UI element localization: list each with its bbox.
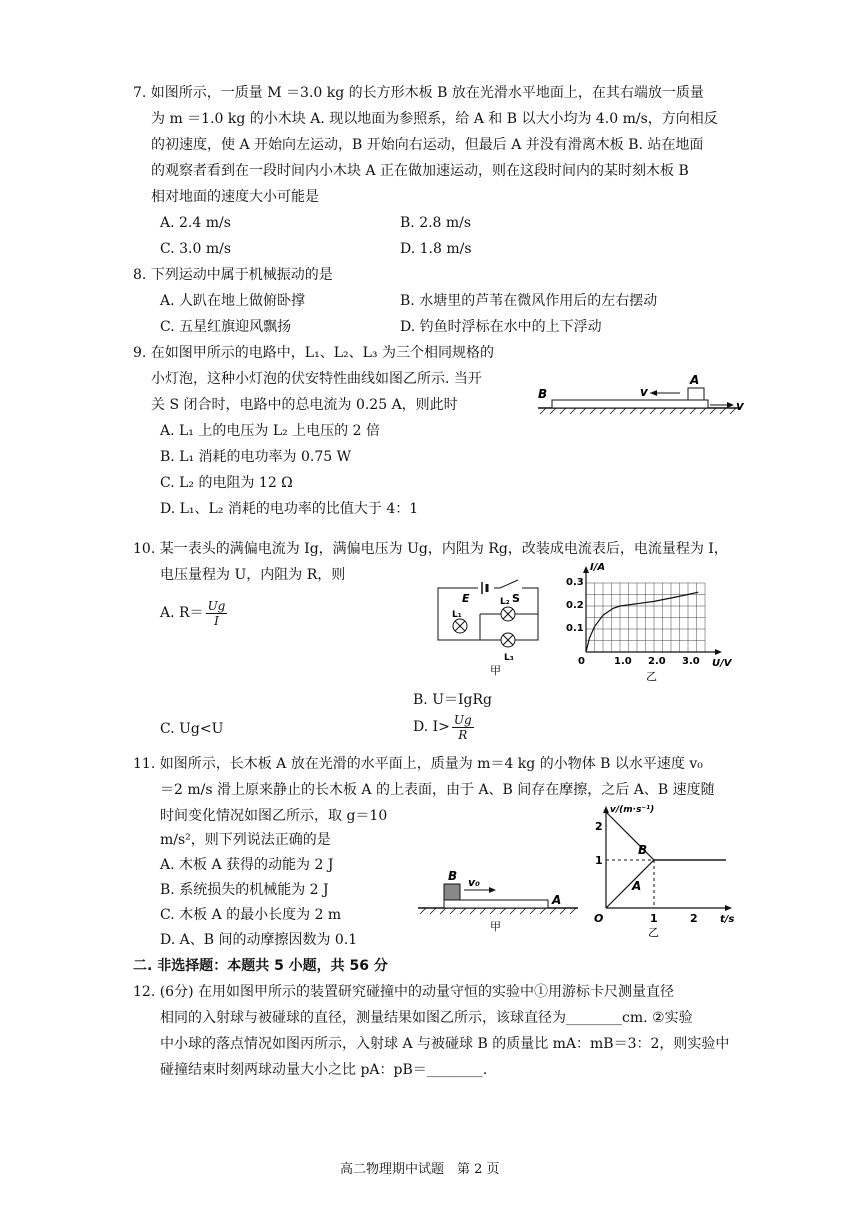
q9-option-a: A. L₁ 上的电压为 L₂ 上电压的 2 倍 — [160, 423, 380, 439]
q11-option-a: A. 木板 A 获得的动能为 2 J — [160, 857, 334, 873]
label-a: A — [690, 373, 700, 387]
q7-option-d: D. 1.8 m/s — [400, 241, 472, 257]
label-v-left: v — [640, 385, 648, 399]
q11-label-b: B — [448, 869, 458, 883]
q9-line-1: 9. 在如图甲所示的电路中，L₁、L₂、L₃ 为三个相同规格的 — [133, 345, 494, 361]
circuit-caption: 甲 — [490, 664, 501, 677]
q10-option-a — [160, 596, 229, 630]
iu-y-arrow — [583, 566, 589, 573]
label-l1: L₁ — [452, 610, 462, 620]
q10-line-1: 10. 某一表头的满偏电流为 Ig，满偏电压为 Ug，内阻为 Rg，改装成电流表后，电流量程为 I， — [133, 541, 728, 557]
ground-hatching — [540, 408, 736, 414]
q10-option-a-label: A. R＝ — [160, 605, 204, 621]
q11-line-4: m/s²，则下列说法正确的是 — [160, 832, 331, 848]
q8-option-d: D. 钓鱼时浮标在水中的上下浮动 — [400, 319, 602, 335]
vt-xtick-2: 2 — [690, 912, 698, 925]
q11-block-b — [444, 884, 460, 900]
q10-option-d-numerator: Ug — [453, 712, 472, 727]
q10-option-d — [413, 710, 476, 744]
q11-line-1: 11. 如图所示，长木板 A 放在光滑的水平面上，质量为 m＝4 kg 的小物体 B 以水平速度 v₀ — [133, 756, 703, 772]
vt-x-label: t/s — [720, 914, 735, 925]
circuit-figure — [432, 574, 552, 678]
q9-option-c: C. L₂ 的电阻为 12 Ω — [160, 475, 293, 491]
iu-chart — [556, 560, 742, 684]
q10-option-c: C. Ug<U — [160, 721, 224, 737]
iu-ytick-0.1: 0.1 — [566, 623, 584, 634]
iu-ytick-0.2: 0.2 — [566, 600, 584, 611]
q10-option-a-fraction — [206, 599, 228, 628]
q9-line-2: 小灯泡，这种小灯泡的伏安特性曲线如图乙所示. 当开 — [151, 371, 482, 387]
vt-caption: 乙 — [648, 926, 659, 938]
q11-ground-hatching — [420, 908, 576, 914]
q10-option-d-fraction — [452, 713, 474, 742]
iu-x-label: U/V — [712, 658, 732, 669]
page-footer: 高二物理期中试题 第 2 页 — [340, 1162, 500, 1177]
vt-label-a: A — [632, 879, 642, 893]
label-s: S — [512, 592, 520, 605]
vt-y-arrow — [603, 806, 609, 813]
q8-stem: 8. 下列运动中属于机械振动的是 — [133, 267, 333, 283]
q7-option-c: C. 3.0 m/s — [160, 241, 232, 257]
q10-option-b: B. U＝IgRg — [413, 692, 492, 708]
vt-series-a — [606, 860, 726, 908]
q10-option-d-denominator: R — [458, 727, 468, 742]
q7-option-a: A. 2.4 m/s — [160, 215, 231, 231]
q11-option-c: C. 木板 A 的最小长度为 2 m — [160, 907, 342, 923]
vt-ytick-1: 1 — [595, 854, 603, 867]
q10-line-2: 电压量程为 U，内阻为 R，则 — [160, 567, 346, 583]
q9-option-b: B. L₁ 消耗的电功率为 0.75 W — [160, 449, 352, 465]
q11-option-d: D. A、B 间的动摩擦因数为 0.1 — [160, 932, 358, 948]
q12-line-4: 碰撞结束时刻两球动量大小之比 pA：pB＝________. — [160, 1062, 488, 1078]
q11-line-3: 时间变化情况如图乙所示，取 g＝10 — [160, 808, 388, 824]
q8-option-a: A. 人趴在地上做俯卧撑 — [160, 293, 306, 309]
vt-ytick-2: 2 — [595, 820, 603, 833]
q10-option-a-numerator: Ug — [207, 598, 226, 613]
q12-line-3: 中小球的落点情况如图丙所示，入射球 A 与被碰球 B 的质量比 mA：mB＝3：2，则实验中 — [160, 1036, 730, 1052]
label-l3: L₃ — [504, 653, 514, 663]
iu-xtick-1.0: 1.0 — [614, 656, 632, 667]
q10-option-d-label: D. I> — [413, 719, 450, 735]
q11-board-figure — [414, 866, 582, 936]
q11-board-a — [444, 900, 548, 908]
arrow-right-head — [727, 402, 734, 408]
iu-grid — [586, 583, 705, 652]
iu-xtick-2.0: 2.0 — [648, 656, 666, 667]
vt-origin: O — [594, 912, 604, 925]
q11-line-2: ＝2 m/s 滑上原来静止的长木板 A 的上表面，由于 A、B 间存在摩擦，之后 A、B 速度随 — [160, 782, 715, 798]
q11-caption-a: 甲 — [490, 920, 501, 933]
q7-line-5: 相对地面的速度大小可能是 — [151, 189, 319, 205]
iu-xtick-3.0: 3.0 — [682, 656, 700, 667]
label-e: E — [462, 592, 470, 605]
q7-line-1: 7. 如图所示，一质量 M ＝3.0 kg 的长方形木板 B 放在光滑水平地面上，在其右端放一质量 — [133, 85, 704, 101]
q7-line-3: 的初速度，使 A 开始向左运动，B 开始向右运动，但最后 A 并没有滑离木板 B. 站在地面 — [151, 137, 704, 153]
iu-y-label: I/A — [590, 562, 606, 573]
iu-ytick-0.3: 0.3 — [566, 577, 584, 588]
q7-line-4: 的观察者看到在一段时间内小木块 A 正在做加速运动，则在这段时间内的某时刻木板 B — [151, 163, 689, 179]
label-l2: L₂ — [500, 597, 510, 607]
q8-option-b: B. 水塘里的芦苇在微风作用后的左右摆动 — [400, 293, 658, 309]
board-b — [552, 400, 708, 408]
q7-line-2: 为 m ＝1.0 kg 的小木块 A. 现以地面为参照系，给 A 和 B 以大小均为 4.0 m/s，方向相反 — [151, 111, 718, 127]
iu-xtick-0: 0 — [578, 656, 585, 667]
section-2-title: 二. 非选择题：本题共 5 小题，共 56 分 — [133, 958, 388, 974]
q10-option-a-denominator: I — [214, 613, 219, 628]
q11-v0-arrow-head — [489, 887, 496, 893]
q12-line-1: 12. (6分) 在用如图甲所示的装置研究碰撞中的动量守恒的实验中①用游标卡尺测量直径 — [133, 984, 674, 1000]
q11-option-b: B. 系统损失的机械能为 2 J — [160, 882, 329, 898]
iu-x-arrow — [715, 649, 722, 655]
q9-line-3: 关 S 闭合时，电路中的总电流为 0.25 A，则此时 — [151, 397, 458, 413]
vt-series-b — [606, 812, 726, 860]
q7-option-b: B. 2.8 m/s — [400, 215, 472, 231]
label-b: B — [538, 387, 548, 401]
vt-label-b: B — [638, 843, 648, 857]
q9-option-d: D. L₁、L₂ 消耗的电功率的比值大于 4：1 — [160, 501, 419, 517]
q12-line-2: 相同的入射球与被碰球的直径，测量结果如图乙所示，该球直径为________cm. ②实验 — [160, 1010, 693, 1026]
vt-y-label: v/(m·s⁻¹) — [610, 805, 655, 815]
label-v-right: v — [736, 399, 744, 413]
q8-option-c: C. 五星红旗迎风飘扬 — [160, 319, 292, 335]
vt-chart — [590, 800, 750, 938]
q11-label-v0: v₀ — [468, 876, 480, 889]
vt-xtick-1: 1 — [650, 912, 658, 925]
vt-x-arrow — [725, 905, 732, 911]
block-a — [688, 388, 704, 400]
iu-caption: 乙 — [646, 670, 657, 683]
board-figure — [530, 368, 760, 424]
q11-label-a: A — [552, 893, 562, 907]
arrow-left-head — [650, 390, 657, 396]
